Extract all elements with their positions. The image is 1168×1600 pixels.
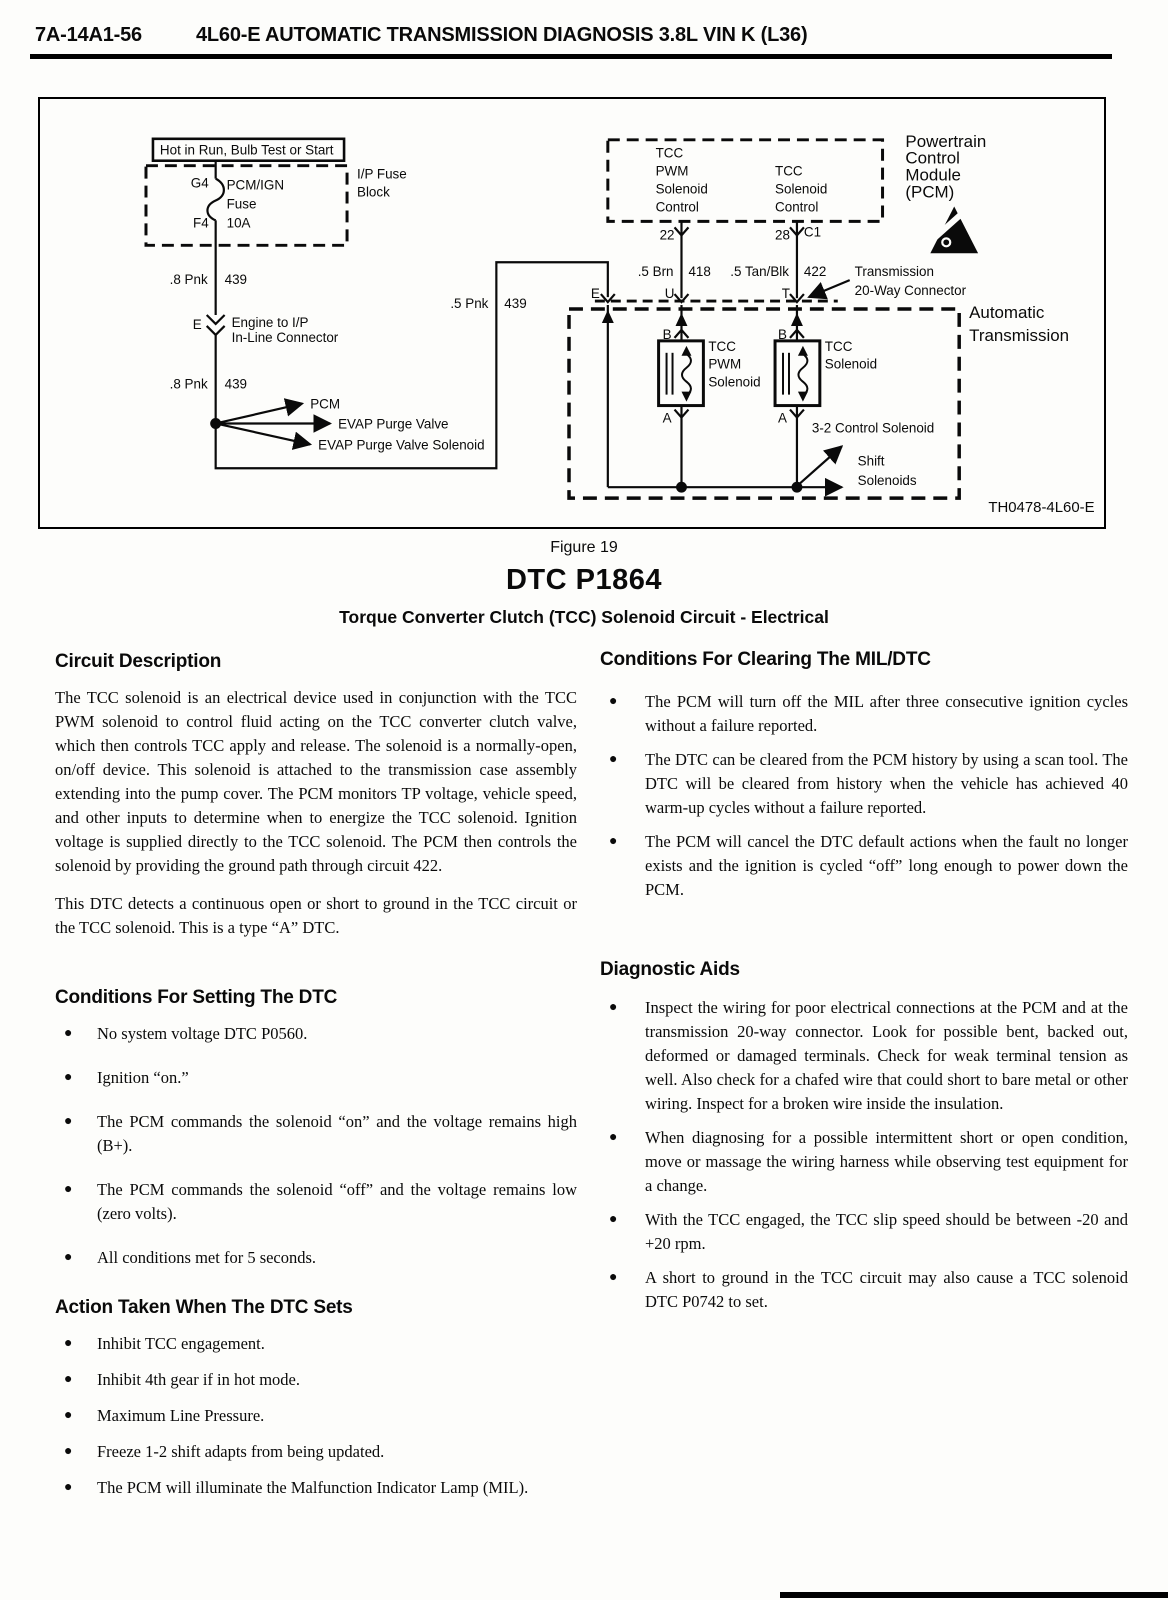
terminal-u: U bbox=[664, 286, 675, 302]
action-taken-list bbox=[55, 1332, 577, 1500]
pwm-control-line-3: Solenoid bbox=[655, 181, 708, 197]
terminal-t: T bbox=[781, 286, 790, 302]
hot-feed-label: Hot in Run, Bulb Test or Start bbox=[159, 142, 334, 158]
action-taken-heading: Action Taken When The DTC Sets bbox=[55, 1297, 353, 1318]
list-item: ● Freeze 1-2 shift adapts from being updated. bbox=[55, 1440, 577, 1464]
list-item: ● All conditions met for 5 seconds. bbox=[55, 1246, 577, 1270]
wire-gauge-5brn: .5 Brn bbox=[637, 264, 674, 280]
branch-evap-valve-label: EVAP Purge Valve bbox=[338, 416, 449, 432]
pwm-solenoid-label-2: PWM bbox=[708, 356, 742, 372]
list-item: ● A short to ground in the TCC circuit may also cause a TCC solenoid DTC P0742 to set. bbox=[600, 1266, 1128, 1314]
list-item: ● Inhibit 4th gear if in hot mode. bbox=[55, 1368, 577, 1392]
page-code: 7A-14A1-56 bbox=[35, 24, 142, 46]
esd-sensitive-icon bbox=[926, 206, 978, 253]
circuit-422: 422 bbox=[803, 264, 827, 280]
figure-caption: Figure 19 bbox=[550, 539, 618, 556]
right-column bbox=[600, 648, 1128, 1324]
pcm-title-line-1: Powertrain bbox=[905, 131, 987, 151]
wire-gauge-5tanblk: .5 Tan/Blk bbox=[730, 264, 789, 280]
shift-solenoids-label-1: Shift bbox=[857, 453, 885, 469]
tcc-control-line-1: TCC bbox=[775, 163, 803, 179]
wire-gauge-5pnk: .5 Pnk bbox=[450, 296, 489, 312]
pin-28: 28 bbox=[775, 227, 790, 243]
wire-gauge-8pnk-1: .8 Pnk bbox=[169, 272, 208, 288]
shift-solenoids-label-2: Solenoids bbox=[857, 473, 917, 489]
circuit-418: 418 bbox=[688, 264, 711, 280]
circuit-439-2: 439 bbox=[224, 376, 248, 392]
circuit-description-paragraph-2: This DTC detects a continuous open or short to ground in the TCC circuit or the TCC solenoid. This is a type “A” DTC. bbox=[55, 894, 577, 937]
terminal-e: E bbox=[590, 286, 600, 302]
trans-connector-label-2: 20-Way Connector bbox=[854, 283, 967, 299]
connector-c1: C1 bbox=[803, 224, 822, 240]
terminal-b-tcc: B bbox=[778, 326, 787, 342]
list-item: ● Ignition “on.” bbox=[55, 1066, 577, 1090]
list-item: ● Inspect the wiring for poor electrical connections at the PCM and at the transmission 20-way connector. Look for possible bent, backed out, deformed or damaged terminals. Check for weak terminal tension as well. Also check for a chafed wire that could short to bare metal or other wiring. Inspect for a broken wire inside the insulation. bbox=[600, 996, 1128, 1116]
pwm-control-line-1: TCC bbox=[655, 145, 684, 161]
terminal-b-pwm: B bbox=[662, 326, 672, 342]
fuse-name: PCM/IGN bbox=[226, 177, 285, 193]
fuse-symbol bbox=[207, 179, 223, 221]
transmission-box bbox=[569, 309, 959, 498]
conditions-setting-heading: Conditions For Setting The DTC bbox=[55, 987, 338, 1008]
tcc-solenoid-label-2: Solenoid bbox=[824, 356, 878, 372]
page-title: 4L60-E AUTOMATIC TRANSMISSION DIAGNOSIS 3.8L VIN K (L36) bbox=[195, 24, 808, 46]
terminal-f4: F4 bbox=[193, 215, 209, 231]
automatic-transmission-label-2: Transmission bbox=[969, 325, 1070, 345]
pcm-box bbox=[608, 140, 883, 222]
pwm-solenoid-label-3: Solenoid bbox=[708, 374, 761, 390]
pcm-title-line-4: (PCM) bbox=[905, 182, 955, 202]
pwm-solenoid-label-1: TCC bbox=[708, 338, 736, 354]
terminal-a-tcc: A bbox=[778, 410, 787, 426]
left-column bbox=[55, 650, 577, 1512]
circuit-description-paragraph-1: The TCC solenoid is an electrical device used in conjunction with the TCC PWM solenoid to control fluid acting on the TCC converter clutch valve, which then controls TCC apply and release. The solenoid is a normally-open, on/off device. This solenoid is attached to the transmission case assembly extending into the pump cover. The PCM monitors TP voltage, vehicle speed, and other inputs to determine when to energize the TCC solenoid. Ignition voltage is supplied directly to the TCC solenoid. The PCM then controls the solenoid by providing the ground path through circuit 422. bbox=[55, 688, 577, 875]
inline-connector-e: E bbox=[192, 316, 202, 332]
list-item: ● The PCM will illuminate the Malfunction Indicator Lamp (MIL). bbox=[55, 1476, 577, 1500]
trans-connector-label-1: Transmission bbox=[854, 264, 934, 280]
circuit-description-heading: Circuit Description bbox=[55, 651, 222, 672]
drawing-number: TH0478-4L60-E bbox=[988, 499, 1095, 517]
wiring-diagram-figure bbox=[38, 97, 1106, 529]
diagnostic-aids-heading: Diagnostic Aids bbox=[600, 959, 740, 980]
header-rule bbox=[30, 54, 1112, 59]
wiring-diagram-svg bbox=[40, 99, 1104, 527]
list-item: ● The DTC can be cleared from the PCM history by using a scan tool. The DTC will be cleared from history when the vehicle has achieved 40 warm-up cycles without a failure reported. bbox=[600, 748, 1128, 820]
page-header bbox=[35, 24, 807, 47]
pin-22: 22 bbox=[659, 227, 675, 243]
control-32-label: 3-2 Control Solenoid bbox=[811, 420, 935, 436]
list-item: ● The PCM will cancel the DTC default actions when the fault no longer exists and the ignition is cycled “off” long enough to power down the PCM. bbox=[600, 830, 1128, 902]
list-item: ● Inhibit TCC engagement. bbox=[55, 1332, 577, 1356]
inline-connector-icon bbox=[207, 315, 225, 324]
list-item: ● When diagnosing for a possible intermittent short or open condition, move or massage the wiring harness while observing test equipment for a change. bbox=[600, 1126, 1128, 1198]
inline-connector-label-2: In-Line Connector bbox=[231, 329, 339, 345]
tcc-control-line-3: Control bbox=[775, 199, 819, 215]
pwm-control-line-2: PWM bbox=[655, 163, 689, 179]
list-item: ● With the TCC engaged, the TCC slip speed should be between -20 and +20 rpm. bbox=[600, 1208, 1128, 1256]
list-item: ● Maximum Line Pressure. bbox=[55, 1404, 577, 1428]
branch-evap-solenoid-label: EVAP Purge Valve Solenoid bbox=[318, 437, 485, 453]
ip-fuse-block-label-2: Block bbox=[357, 184, 390, 200]
ip-fuse-block-label-1: I/P Fuse bbox=[357, 166, 407, 182]
pwm-control-line-4: Control bbox=[655, 199, 699, 215]
terminal-g4: G4 bbox=[190, 175, 209, 191]
page-bottom-rule bbox=[780, 1592, 1168, 1598]
pcm-title-line-3: Module bbox=[905, 165, 961, 185]
conditions-clearing-list bbox=[600, 690, 1128, 902]
tcc-solenoid-box bbox=[775, 341, 820, 406]
tcc-control-line-2: Solenoid bbox=[775, 181, 828, 197]
list-item: ● No system voltage DTC P0560. bbox=[55, 1022, 577, 1046]
diagnostic-aids-list bbox=[600, 996, 1128, 1314]
list-item: ● The PCM commands the solenoid “on” and the voltage remains high (B+). bbox=[55, 1110, 577, 1158]
list-item: ● The PCM commands the solenoid “off” and the voltage remains low (zero volts). bbox=[55, 1178, 577, 1226]
automatic-transmission-label-1: Automatic bbox=[969, 302, 1045, 322]
dtc-subtitle: Torque Converter Clutch (TCC) Solenoid Circuit - Electrical bbox=[339, 607, 829, 627]
pcm-title-line-2: Control bbox=[905, 148, 960, 168]
circuit-439-3: 439 bbox=[504, 296, 527, 312]
dtc-code-title: DTC P1864 bbox=[505, 564, 662, 596]
inline-connector-label-1: Engine to I/P bbox=[231, 314, 309, 330]
terminal-a-pwm: A bbox=[662, 410, 672, 426]
tcc-pwm-solenoid-box bbox=[659, 341, 704, 406]
conditions-setting-list bbox=[55, 1022, 577, 1270]
fuse-word: Fuse bbox=[226, 196, 257, 212]
list-item: ● The PCM will turn off the MIL after three consecutive ignition cycles without a failure reported. bbox=[600, 690, 1128, 738]
tcc-solenoid-label-1: TCC bbox=[824, 338, 853, 354]
wire-gauge-8pnk-2: .8 Pnk bbox=[169, 376, 208, 392]
fuse-rating: 10A bbox=[226, 215, 251, 231]
conditions-clearing-heading: Conditions For Clearing The MIL/DTC bbox=[600, 649, 931, 670]
branch-pcm-label: PCM bbox=[310, 396, 341, 412]
circuit-439-1: 439 bbox=[224, 272, 248, 288]
